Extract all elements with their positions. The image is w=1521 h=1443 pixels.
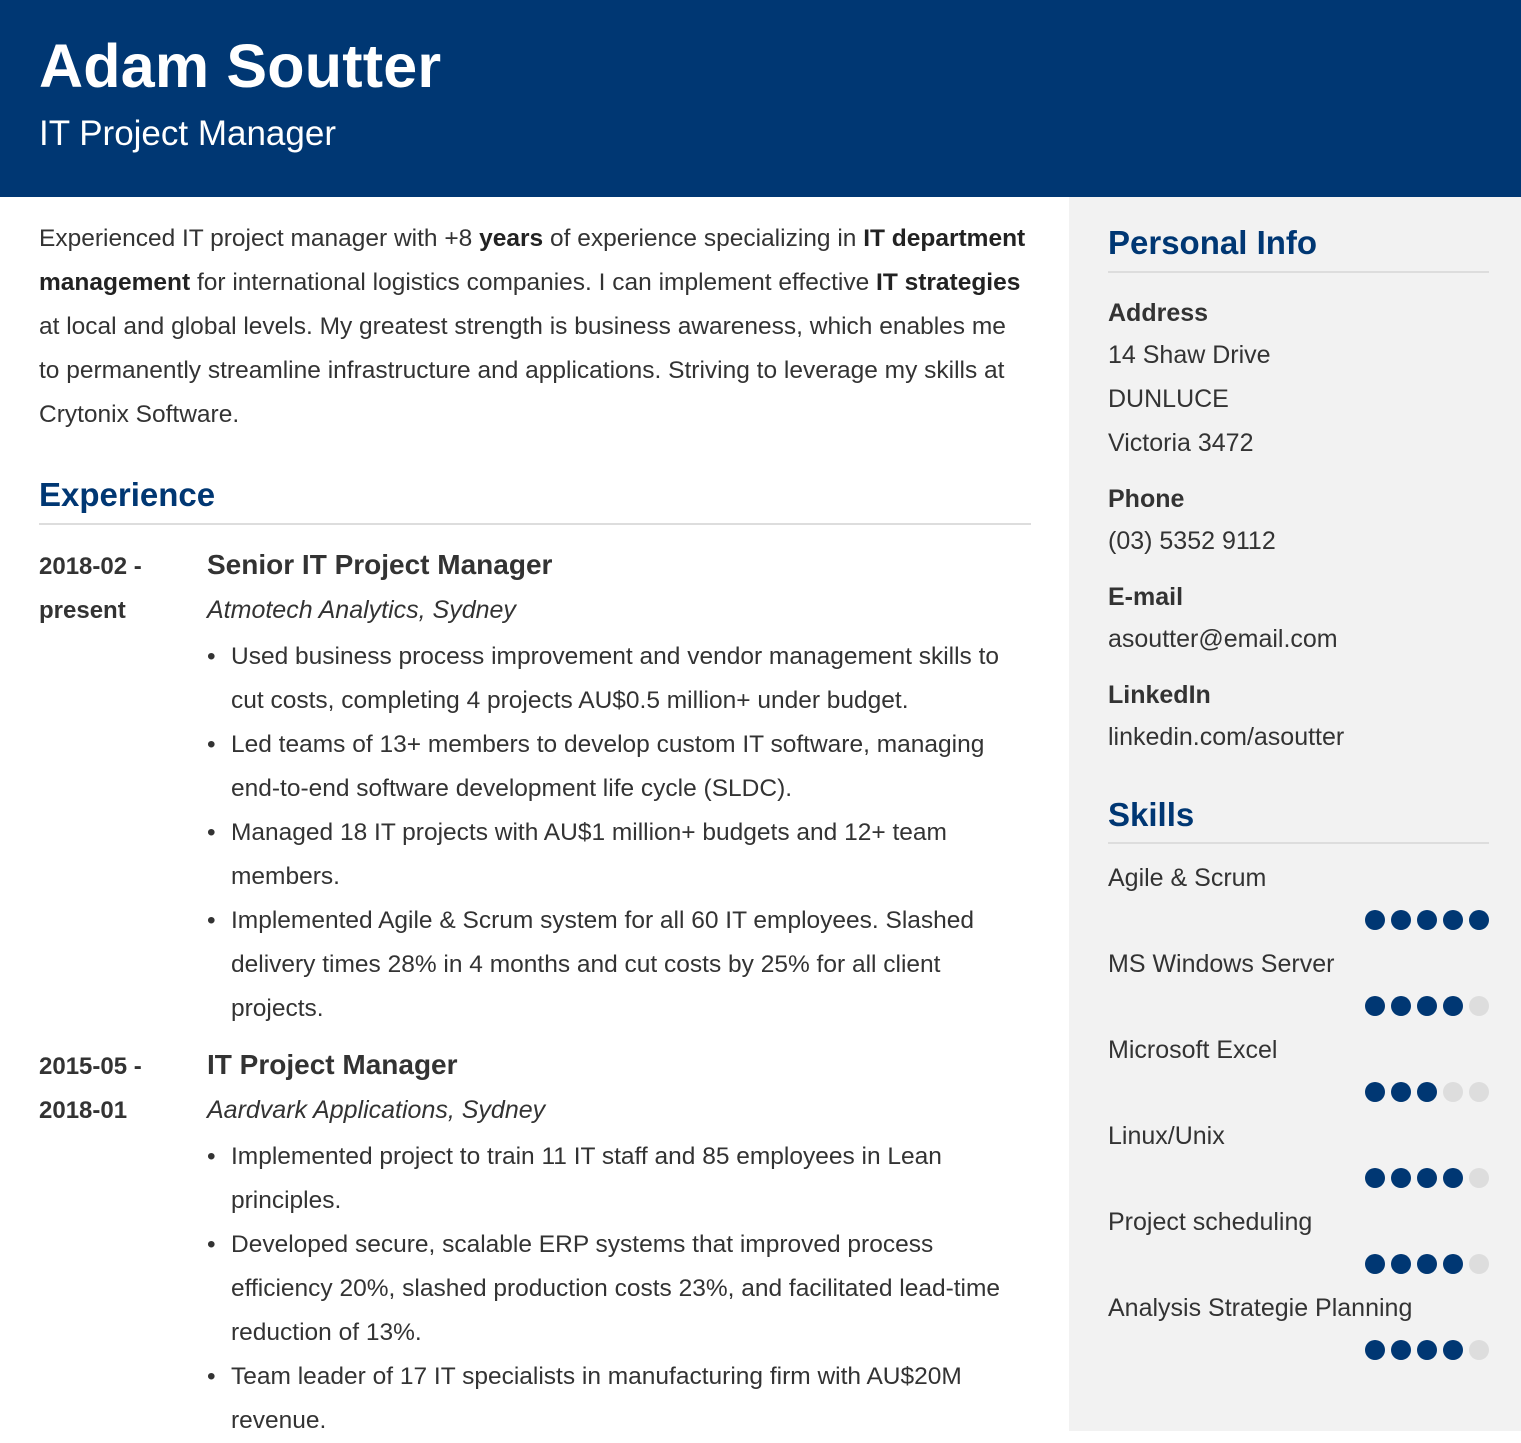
job-date-end: present: [39, 596, 126, 624]
experience-list: [39, 545, 1031, 1443]
address-line: 14 Shaw Drive: [1108, 340, 1271, 369]
resume-body: [0, 197, 1521, 1434]
candidate-name: Adam Soutter: [39, 32, 442, 100]
skill-rating: [1108, 996, 1489, 1016]
rating-dot-filled: [1365, 1254, 1385, 1274]
profile-summary: [39, 217, 1031, 437]
rating-dot-filled: [1365, 1082, 1385, 1102]
skill-rating: [1108, 1254, 1489, 1274]
rating-dot-filled: [1469, 910, 1489, 930]
rating-dot-filled: [1365, 1168, 1385, 1188]
rating-dot-filled: [1391, 1082, 1411, 1102]
rating-dot-empty: [1469, 1254, 1489, 1274]
summary-text: of experience specializing in: [543, 225, 864, 252]
job-bullet: • Used business process improvement and vendor management skills to cut costs, completing 4 projects AU$0.5 million+ under budget.: [207, 635, 1031, 723]
rating-dot-filled: [1417, 1082, 1437, 1102]
skills-heading: Skills: [1108, 795, 1489, 845]
summary-highlight: IT strategies: [876, 269, 1021, 296]
resume-header: [0, 0, 1521, 197]
summary-highlight: IT department management: [39, 225, 1026, 296]
job-entry: [39, 545, 1031, 1031]
rating-dot-empty: [1469, 1082, 1489, 1102]
rating-dot-filled: [1443, 1254, 1463, 1274]
job-bullet: • Implemented project to train 11 IT staff and 85 employees in Lean principles.: [207, 1135, 1031, 1223]
address-label: Address: [1108, 298, 1209, 327]
rating-dot-filled: [1365, 1340, 1385, 1360]
skill-rating: [1108, 1340, 1489, 1360]
phone-label: Phone: [1108, 484, 1185, 513]
rating-dot-filled: [1391, 910, 1411, 930]
skill-item: [1108, 1116, 1489, 1188]
address-line: Victoria 3472: [1108, 428, 1254, 457]
job-bullet-list: [207, 635, 1031, 1031]
job-company: Aardvark Applications, Sydney: [207, 1095, 546, 1124]
skill-item: [1108, 944, 1489, 1016]
rating-dot-empty: [1469, 996, 1489, 1016]
skill-name: Linux/Unix: [1108, 1122, 1225, 1151]
rating-dot-filled: [1443, 1168, 1463, 1188]
job-dates: [39, 545, 207, 1031]
job-entry: [39, 1045, 1031, 1443]
rating-dot-empty: [1443, 1082, 1463, 1102]
linkedin-link[interactable]: linkedin.com/asoutter: [1108, 722, 1345, 751]
job-dates: [39, 1045, 207, 1443]
skill-rating: [1108, 1168, 1489, 1188]
summary-text: for international logistics companies. I can implement effective: [190, 269, 877, 296]
rating-dot-filled: [1391, 1168, 1411, 1188]
job-date-end: 2018-01: [39, 1096, 128, 1124]
job-bullet: • Developed secure, scalable ERP systems that improved process efficiency 20%, slashed production costs 23%, and facilitated lead-time reduction of 13%.: [207, 1223, 1031, 1355]
rating-dot-filled: [1365, 996, 1385, 1016]
job-details: [207, 545, 1031, 1031]
rating-dot-filled: [1417, 996, 1437, 1016]
email-label: E-mail: [1108, 582, 1184, 611]
skill-name: MS Windows Server: [1108, 950, 1335, 979]
experience-heading: Experience: [39, 475, 1031, 525]
job-company: Atmotech Analytics, Sydney: [207, 595, 516, 624]
job-bullet: • Led teams of 13+ members to develop custom IT software, managing end-to-end software development life cycle (SLDC).: [207, 723, 1031, 811]
rating-dot-filled: [1417, 1340, 1437, 1360]
linkedin-label: LinkedIn: [1108, 680, 1211, 709]
skill-rating: [1108, 1082, 1489, 1102]
summary-text: Experienced IT project manager with +8: [39, 225, 480, 252]
summary-text: at local and global levels. My greatest strength is business awareness, which enables me to permanently streamline infrastructure and applications. Striving to leverage my skills at Crytonix Software.: [39, 313, 1006, 428]
skill-name: Analysis Strategie Planning: [1108, 1294, 1413, 1323]
job-date-start: 2015-05 -: [39, 1052, 142, 1080]
phone-value: (03) 5352 9112: [1108, 526, 1276, 555]
job-bullet: • Team leader of 17 IT specialists in manufacturing firm with AU$20M revenue.: [207, 1355, 1031, 1443]
job-bullet: • Implemented Agile & Scrum system for all 60 IT employees. Slashed delivery times 28% in 4 months and cut costs by 25% for all client projects.: [207, 899, 1031, 1031]
rating-dot-empty: [1469, 1340, 1489, 1360]
summary-highlight: years: [479, 225, 544, 252]
skill-rating: [1108, 910, 1489, 930]
skill-name: Agile & Scrum: [1108, 864, 1267, 893]
skill-item: [1108, 1288, 1489, 1360]
rating-dot-filled: [1391, 996, 1411, 1016]
personal-info-heading: Personal Info: [1108, 223, 1489, 273]
job-bullet: • Managed 18 IT projects with AU$1 million+ budgets and 12+ team members.: [207, 811, 1031, 899]
rating-dot-filled: [1391, 1254, 1411, 1274]
main-column: [0, 197, 1069, 1434]
rating-dot-filled: [1443, 1340, 1463, 1360]
skills-list: [1108, 858, 1489, 1360]
rating-dot-filled: [1417, 1168, 1437, 1188]
rating-dot-filled: [1417, 1254, 1437, 1274]
address-line: DUNLUCE: [1108, 384, 1229, 413]
job-title: IT Project Manager: [207, 1048, 458, 1080]
sidebar: [1069, 197, 1521, 1431]
job-details: [207, 1045, 1031, 1443]
candidate-role: IT Project Manager: [39, 114, 336, 153]
skill-name: Microsoft Excel: [1108, 1036, 1278, 1065]
skill-item: [1108, 1202, 1489, 1274]
rating-dot-filled: [1443, 910, 1463, 930]
rating-dot-filled: [1365, 910, 1385, 930]
skill-item: [1108, 858, 1489, 930]
rating-dot-filled: [1443, 996, 1463, 1016]
rating-dot-filled: [1391, 1340, 1411, 1360]
job-date-start: 2018-02 -: [39, 552, 142, 580]
skill-name: Project scheduling: [1108, 1208, 1313, 1237]
job-title: Senior IT Project Manager: [207, 548, 553, 580]
email-link[interactable]: asoutter@email.com: [1108, 624, 1338, 653]
skill-item: [1108, 1030, 1489, 1102]
rating-dot-empty: [1469, 1168, 1489, 1188]
rating-dot-filled: [1417, 910, 1437, 930]
job-bullet-list: [207, 1135, 1031, 1443]
